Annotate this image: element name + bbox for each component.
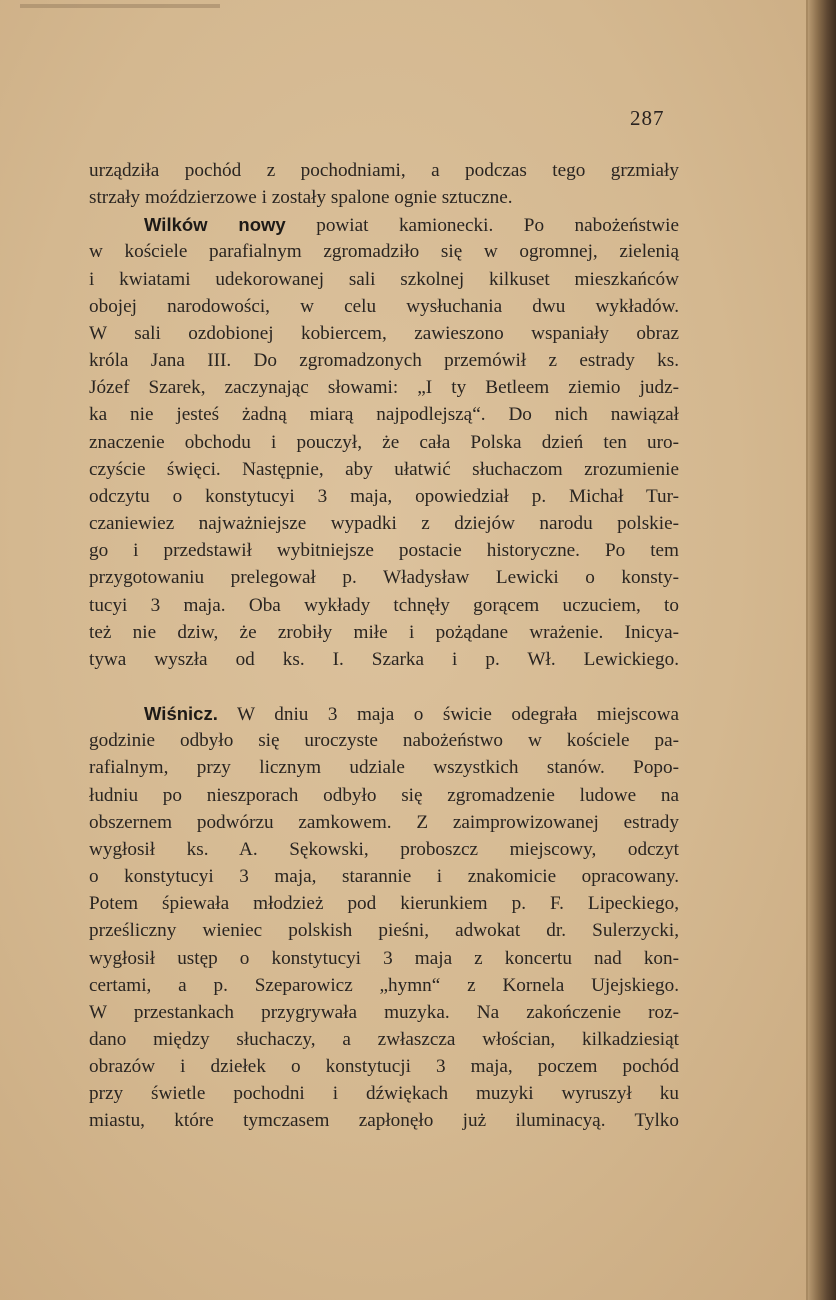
text-line: W przestankach przygrywała muzyka. Na zakończenie roz- (89, 1001, 679, 1023)
body-text (89, 157, 679, 1162)
text-line-rest: W dniu 3 maja o świcie odegrała miejscowa (237, 704, 679, 726)
page-number: 287 (630, 106, 665, 130)
text-line: króla Jana III. Do zgromadzonych przemówił z estrady ks. (89, 350, 679, 372)
text-line: i kwiatami udekorowanej sali szkolnej kilkuset mieszkańców (89, 268, 679, 290)
page-top-edge (20, 4, 220, 8)
text-line: wygłosił ustęp o konstytucyi 3 maja z koncertu nad kon- (89, 947, 679, 969)
text-line: wygłosił ks. A. Sękowski, proboszcz miejscowy, odczyt (89, 838, 679, 860)
text-line: znaczenie obchodu i pouczył, że cała Polska dzień ten uro- (89, 431, 679, 453)
section-heading-wilkow: Wilków nowy (144, 214, 286, 236)
text-line: też nie dziw, że zrobiły miłe i pożądane wrażenie. Inicya- (89, 621, 679, 643)
text-line: strzały moździerzowe i zostały spalone ognie sztuczne. (89, 187, 513, 209)
text-line: rafialnym, przy licznym udziale wszystkich stanów. Popo- (89, 757, 679, 779)
text-line (89, 700, 679, 727)
text-line: obojej narodowości, w celu wysłuchania dwu wykładów. (89, 295, 679, 317)
text-line: czyście święci. Następnie, aby ułatwić słuchaczom zrozumienie (89, 458, 679, 480)
text-line: tucyi 3 maja. Oba wykłady tchnęły gorącem uczuciem, to (89, 594, 679, 616)
text-line: dano między słuchaczy, a zwłaszcza włościan, kilkadziesiąt (89, 1029, 679, 1050)
text-line: urządziła pochód z pochodniami, a podczas tego grzmiały (89, 160, 679, 181)
text-line (89, 1135, 679, 1162)
text-line: godzinie odbyło się uroczyste nabożeństwo w kościele pa- (89, 730, 679, 752)
text-line: Potem śpiewała młodzież pod kierunkiem p. F. Lipeckiego, (89, 893, 679, 915)
text-line (89, 673, 679, 700)
text-line: miastu, które tymczasem zapłonęło już iluminacyą. Tylko (89, 1110, 679, 1132)
text-line: certami, a p. Szeparowicz „hymn“ z Kornela Ujejskiego. (89, 974, 679, 996)
text-line (89, 211, 679, 238)
book-spine (808, 0, 836, 1300)
text-line: W sali ozdobionej kobiercem, zawieszono wspaniały obraz (89, 322, 679, 344)
text-line: ka nie jesteś żadną miarą najpodlejszą“. Do nich nawiązał (89, 404, 679, 426)
text-line: odczytu o konstytucyi 3 maja, opowiedział p. Michał Tur- (89, 485, 679, 507)
text-line: tywa wyszła od ks. I. Szarka i p. Wł. Lewickiego. (89, 648, 679, 670)
text-line: łudniu po nieszporach odbyło się zgromadzenie ludowe na (89, 784, 679, 806)
text-line: prześliczny wieniec polskish pieśni, adwokat dr. Sulerzycki, (89, 920, 679, 942)
text-line: o konstytucyi 3 maja, starannie i znakomicie opracowany. (89, 866, 679, 888)
text-line: czaniewiez najważniejsze wypadki z dziejów narodu polskie- (89, 513, 679, 535)
text-line-rest: powiat kamionecki. Po nabożeństwie (316, 215, 679, 237)
text-line: obszernem podwórzu zamkowem. Z zaimprowizowanej estrady (89, 811, 679, 833)
text-line: przygotowaniu prelegował p. Władysław Lewicki o konsty- (89, 567, 679, 589)
section-heading-wisnicz: Wiśnicz. (144, 703, 218, 725)
text-line: go i przedstawił wybitniejsze postacie historyczne. Po tem (89, 540, 679, 562)
text-line: przy świetle pochodni i dźwiękach muzyki wyruszył ku (89, 1083, 679, 1105)
text-line: obrazów i dziełek o konstytucji 3 maja, poczem pochód (89, 1056, 679, 1078)
text-line: w kościele parafialnym zgromadziło się w ogromnej, zielenią (89, 241, 679, 263)
text-line: Józef Szarek, zaczynając słowami: „I ty Betleem ziemio judz- (89, 377, 679, 399)
